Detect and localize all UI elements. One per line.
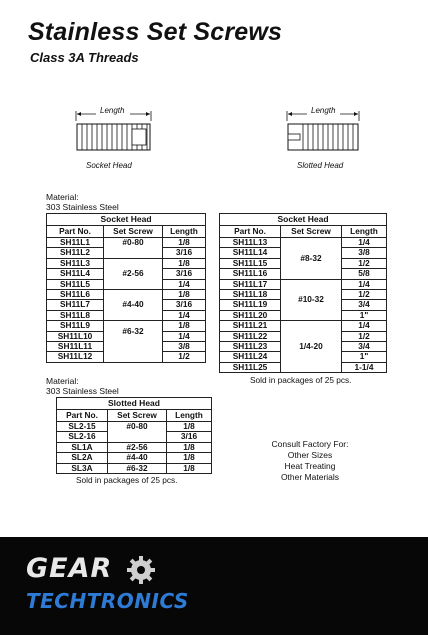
- length-cell: 1-1/4: [342, 362, 387, 372]
- length-cell: 1/2: [342, 258, 387, 268]
- diagram-length-label: Length: [100, 106, 125, 115]
- table-row: [47, 321, 206, 331]
- part-cell: SH11L16: [220, 269, 281, 279]
- socket-head-table-right: [219, 213, 387, 373]
- part-cell: SH11L9: [47, 321, 104, 331]
- length-cell: 3/4: [342, 300, 387, 310]
- part-cell: SH11L2: [47, 248, 104, 258]
- part-cell: SH11L15: [220, 258, 281, 268]
- part-cell: SH11L10: [47, 331, 104, 341]
- page-title: Stainless Set Screws: [28, 18, 283, 46]
- part-cell: SH11L24: [220, 352, 281, 362]
- length-cell: 3/8: [163, 342, 206, 352]
- col-part-no: Part No.: [220, 226, 281, 238]
- table-row: [47, 258, 206, 268]
- length-cell: 1/4: [163, 331, 206, 341]
- part-cell: SH11L20: [220, 310, 281, 320]
- length-cell: 3/16: [163, 300, 206, 310]
- cog-icon: [126, 555, 156, 585]
- consult-factory-block: [262, 439, 358, 483]
- logo-top-text: GEAR: [26, 553, 113, 584]
- length-cell: 1/4: [342, 279, 387, 289]
- length-cell: 3/16: [167, 432, 212, 442]
- packaging-note: Sold in packages of 25 pcs.: [76, 475, 178, 485]
- part-cell: SH11L13: [220, 238, 281, 248]
- part-cell: SH11L23: [220, 342, 281, 352]
- table-row: [57, 453, 212, 463]
- length-cell: 1/4: [342, 321, 387, 331]
- length-cell: 1/2: [342, 331, 387, 341]
- socket-head-caption: Socket Head: [86, 161, 132, 170]
- part-cell: SH11L12: [47, 352, 104, 362]
- length-cell: 1/8: [167, 463, 212, 473]
- length-cell: 1/8: [163, 258, 206, 268]
- length-cell: 3/4: [342, 342, 387, 352]
- material-value: 303 Stainless Steel: [46, 202, 119, 212]
- slotted-head-table: [56, 397, 212, 474]
- table-row: [220, 321, 387, 331]
- length-cell: 1/8: [163, 238, 206, 248]
- length-cell: 1/4: [163, 310, 206, 320]
- part-cell: SH11L17: [220, 279, 281, 289]
- length-cell: 3/8: [342, 248, 387, 258]
- packaging-note: Sold in packages of 25 pcs.: [250, 375, 352, 385]
- part-cell: SL2A: [57, 453, 108, 463]
- part-cell: SH11L25: [220, 362, 281, 372]
- part-cell: SH11L18: [220, 290, 281, 300]
- part-cell: SL3A: [57, 463, 108, 473]
- length-cell: 1/8: [163, 290, 206, 300]
- part-cell: SH11L8: [47, 310, 104, 320]
- part-cell: SH11L6: [47, 290, 104, 300]
- col-length: Length: [342, 226, 387, 238]
- material-label: Material:: [46, 376, 79, 386]
- screw-cell: #0-80: [108, 422, 167, 443]
- material-block: [46, 192, 119, 212]
- screw-cell: #4-40: [108, 453, 167, 463]
- length-cell: 1": [342, 352, 387, 362]
- length-cell: 1/8: [167, 422, 212, 432]
- screw-cell: #2-56: [108, 442, 167, 452]
- screw-cell: #2-56: [104, 258, 163, 289]
- part-cell: SH11L3: [47, 258, 104, 268]
- length-cell: 3/16: [163, 269, 206, 279]
- part-cell: SL1A: [57, 442, 108, 452]
- col-length: Length: [167, 410, 212, 422]
- socket-head-diagram: [74, 105, 154, 157]
- material-label: Material:: [46, 192, 79, 202]
- screw-cell: #0-80: [104, 238, 163, 259]
- diagram-length-label: Length: [311, 106, 336, 115]
- table-caption: Socket Head: [47, 214, 206, 226]
- logo-bottom-text: TECHTRONICS: [26, 589, 189, 613]
- slotted-head-caption: Slotted Head: [297, 161, 344, 170]
- consult-item: Heat Treating: [284, 461, 336, 471]
- consult-item: Other Materials: [280, 472, 340, 482]
- screw-cell: #6-32: [108, 463, 167, 473]
- screw-cell: #10-32: [281, 279, 342, 321]
- part-cell: SH11L21: [220, 321, 281, 331]
- length-cell: 1/2: [342, 290, 387, 300]
- length-cell: 1/2: [163, 352, 206, 362]
- col-set-screw: Set Screw: [108, 410, 167, 422]
- table-row: [57, 463, 212, 473]
- part-cell: SH11L7: [47, 300, 104, 310]
- socket-head-table-left: [46, 213, 206, 363]
- length-cell: 5/8: [342, 269, 387, 279]
- table-row: [47, 238, 206, 248]
- col-set-screw: Set Screw: [281, 226, 342, 238]
- length-cell: 1/8: [163, 321, 206, 331]
- part-cell: SH11L1: [47, 238, 104, 248]
- material-block: [46, 376, 119, 396]
- part-cell: SH11L4: [47, 269, 104, 279]
- table-row: [47, 290, 206, 300]
- screw-cell: #6-32: [104, 321, 163, 363]
- consult-heading: Consult Factory For:: [271, 439, 349, 449]
- material-value: 303 Stainless Steel: [46, 386, 119, 396]
- length-cell: 1": [342, 310, 387, 320]
- consult-item: Other Sizes: [287, 450, 333, 460]
- table-row: [220, 279, 387, 289]
- table-row: [220, 238, 387, 248]
- footer-band: [0, 537, 428, 635]
- part-cell: SL2-15: [57, 422, 108, 432]
- length-cell: 1/8: [167, 442, 212, 452]
- length-cell: 1/4: [163, 279, 206, 289]
- length-cell: 1/8: [167, 453, 212, 463]
- part-cell: SH11L14: [220, 248, 281, 258]
- screw-cell: 1/4-20: [281, 321, 342, 373]
- part-cell: SL2-16: [57, 432, 108, 442]
- col-part-no: Part No.: [47, 226, 104, 238]
- page-subtitle: Class 3A Threads: [30, 50, 139, 65]
- table-caption: Slotted Head: [57, 398, 212, 410]
- part-cell: SH11L5: [47, 279, 104, 289]
- col-part-no: Part No.: [57, 410, 108, 422]
- col-set-screw: Set Screw: [104, 226, 163, 238]
- col-length: Length: [163, 226, 206, 238]
- part-cell: SH11L19: [220, 300, 281, 310]
- part-cell: SH11L11: [47, 342, 104, 352]
- screw-cell: #4-40: [104, 290, 163, 321]
- length-cell: 1/4: [342, 238, 387, 248]
- slotted-head-diagram: [285, 105, 365, 157]
- table-row: [57, 442, 212, 452]
- table-row: [57, 422, 212, 432]
- table-caption: Socket Head: [220, 214, 387, 226]
- length-cell: 3/16: [163, 248, 206, 258]
- part-cell: SH11L22: [220, 331, 281, 341]
- screw-cell: #8-32: [281, 238, 342, 280]
